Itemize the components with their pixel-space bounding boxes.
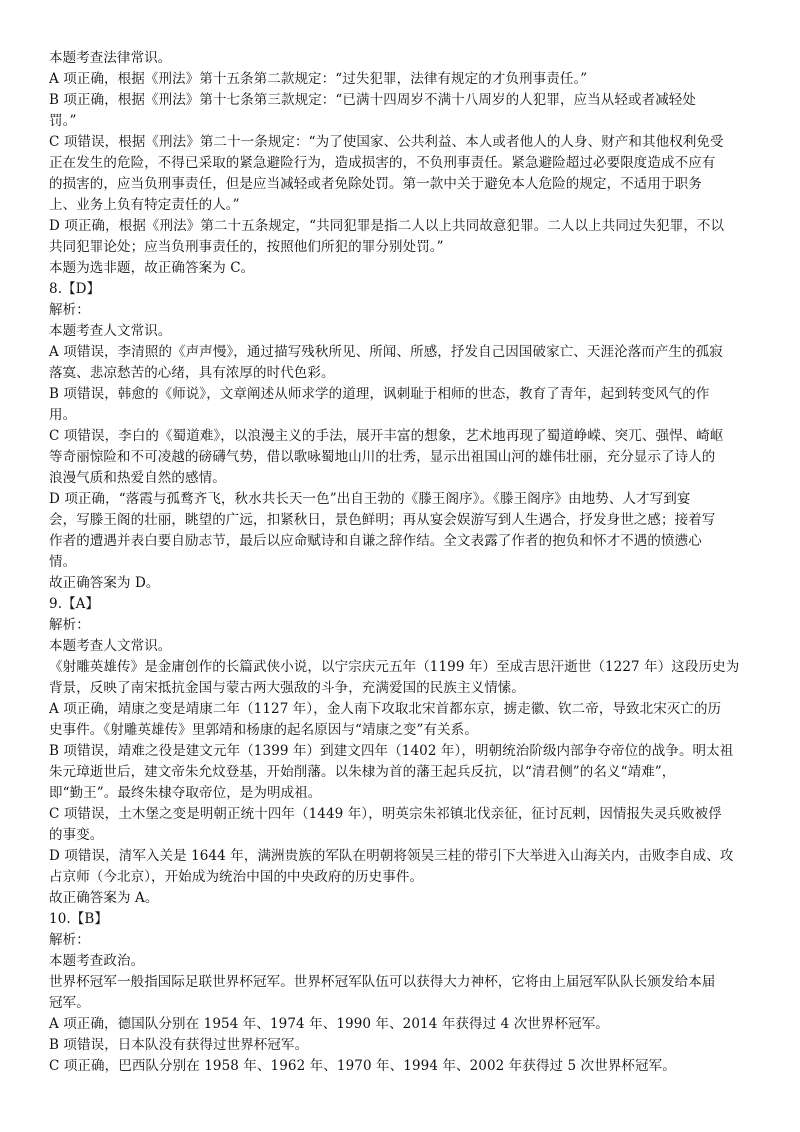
- text-line: D 项正确，根据《刑法》第二十五条规定，“共同犯罪是指二人以上共同故意犯罪。二人以上共同过失犯罪，不以: [49, 218, 725, 234]
- text-line: 正在发生的危险，不得已采取的紧急避险行为，造成损害的，不负刑事责任。紧急避险超过必要限度造成不应有: [49, 155, 716, 171]
- text-line: 冠军。: [49, 995, 90, 1011]
- text-line: 朱元璋逝世后，建文帝朱允炆登基，开始削藩。以朱棣为首的藩王起兵反抗，以“清君侧”的名义“靖难”，: [49, 764, 676, 780]
- text-line: 本题考查政治。: [49, 953, 145, 969]
- text-line: 的事变。: [49, 827, 104, 843]
- text-line: 8.【D】: [49, 281, 101, 297]
- text-line: 本题考查人文常识。: [49, 323, 172, 339]
- text-line: 故正确答案为 D。: [49, 575, 160, 591]
- text-line: 本题考查法律常识。: [49, 50, 172, 66]
- text-line: A 项正确，靖康之变是靖康二年（1127 年），金人南下攻取北宋首都东京，掳走徽、钦二帝，导致北宋灭亡的历: [49, 701, 722, 717]
- text-line: B 项正确，根据《刑法》第十七条第三款规定：“已满十四周岁不满十八周岁的人犯罪，应当从轻或者减轻处: [49, 92, 697, 108]
- text-line: 《射雕英雄传》是金庸创作的长篇武侠小说，以宁宗庆元五年（1199 年）至成吉思汗逝世（1227 年）这段历史为: [49, 659, 740, 675]
- text-line: 9.【A】: [49, 596, 100, 612]
- text-line: 等奇丽惊险和不可凌越的磅礴气势，借以歌咏蜀地山川的壮秀，显示出祖国山河的雄伟壮丽，充分显示了诗人的: [49, 449, 716, 465]
- text-line: 史事件。《射雕英雄传》里郭靖和杨康的起名原因与“靖康之变”有关系。: [49, 722, 478, 738]
- text-line: 本题为选非题，故正确答案为 C。: [49, 260, 255, 276]
- text-line: 即“勤王”。最终朱棣夺取帝位，是为明成祖。: [49, 785, 322, 801]
- text-line: D 项错误，清军入关是 1644 年，满洲贵族的军队在明朝将领吴三桂的带引下大举进入山海关内，击败李自成、攻: [49, 848, 734, 864]
- text-line: 的损害的，应当负刑事责任，但是应当减轻或者免除处罚。第一款中关于避免本人危险的规定，不适用于职务: [49, 176, 702, 192]
- text-line: 世界杯冠军一般指国际足联世界杯冠军。世界杯冠军队伍可以获得大力神杯，它将由上届冠军队队长颁发给本届: [49, 974, 716, 990]
- text-line: 落寞、悲凉愁苦的心绪，具有浓厚的时代色彩。: [49, 365, 335, 381]
- text-line: 共同犯罪论处；应当负刑事责任的，按照他们所犯的罪分别处罚。”: [49, 239, 444, 255]
- text-line: 会，写滕王阁的壮丽，眺望的广远，扣紧秋日，景色鲜明；再从宴会娱游写到人生遇合，抒发身世之感；接着写: [49, 512, 716, 528]
- text-line: A 项正确，德国队分别在 1954 年、1974 年、1990 年、2014 年获得过 4 次世界杯冠军。: [49, 1016, 609, 1032]
- document-body: [49, 48, 761, 1077]
- text-line: 上、业务上负有特定责任的人。”: [49, 197, 240, 213]
- text-line: 解析：: [49, 302, 90, 318]
- text-line: A 项错误，李清照的《声声慢》，通过描写残秋所见、所闻、所感，抒发自己因国破家亡、天涯沦落而产生的孤寂: [49, 344, 723, 360]
- text-line: C 项错误，根据《刑法》第二十一条规定：“为了使国家、公共利益、本人或者他人的人身、财产和其他权利免受: [49, 134, 724, 150]
- text-line: 作者的遭遇并表白要自励志节，最后以应命赋诗和自谦之辞作结。全文表露了作者的抱负和怀才不遇的愤懑心: [49, 533, 702, 549]
- text-line: 本题考查人文常识。: [49, 638, 172, 654]
- text-line: 占京师（今北京），开始成为统治中国的中央政府的历史事件。: [49, 869, 424, 885]
- text-line: B 项错误，靖难之役是建文元年（1399 年）到建文四年（1402 年），明朝统治阶级内部争夺帝位的战争。明太祖: [49, 743, 734, 759]
- text-line: 浪漫气质和热爱自然的感情。: [49, 470, 226, 486]
- text-line: B 项错误，韩愈的《师说》，文章阐述从师求学的道理，讽刺耻于相师的世态，教育了青年，起到转变风气的作: [49, 386, 710, 402]
- text-line: A 项正确，根据《刑法》第十五条第二款规定：“过失犯罪，法律有规定的才负刑事责任。”: [49, 71, 588, 87]
- text-line: 情。: [49, 554, 77, 570]
- text-line: 背景，反映了南宋抵抗金国与蒙古两大强敌的斗争，充满爱国的民族主义情愫。: [49, 680, 525, 696]
- text-line: 故正确答案为 A。: [49, 890, 159, 906]
- text-line: C 项正确，巴西队分别在 1958 年、1962 年、1970 年、1994 年、2002 年获得过 5 次世界杯冠军。: [49, 1058, 676, 1074]
- text-line: D 项正确，“落霞与孤鹜齐飞，秋水共长天一色”出自王勃的《滕王阁序》。《滕王阁序》由地势、人才写到宴: [49, 491, 691, 507]
- text-line: 用。: [49, 407, 77, 423]
- text-line: C 项错误，李白的《蜀道难》，以浪漫主义的手法，展开丰富的想象，艺术地再现了蜀道峥嵘、突兀、强悍、崎岖: [49, 428, 724, 444]
- text-line: 解析：: [49, 617, 90, 633]
- text-line: 解析：: [49, 932, 90, 948]
- text-line: B 项错误，日本队没有获得过世界杯冠军。: [49, 1037, 309, 1053]
- text-line: 10.【B】: [49, 911, 108, 927]
- text-line: 罚。”: [49, 113, 77, 129]
- text-line: C 项错误，土木堡之变是明朝正统十四年（1449 年），明英宗朱祁镇北伐亲征，征讨瓦剌，因情报失灵兵败被俘: [49, 806, 722, 822]
